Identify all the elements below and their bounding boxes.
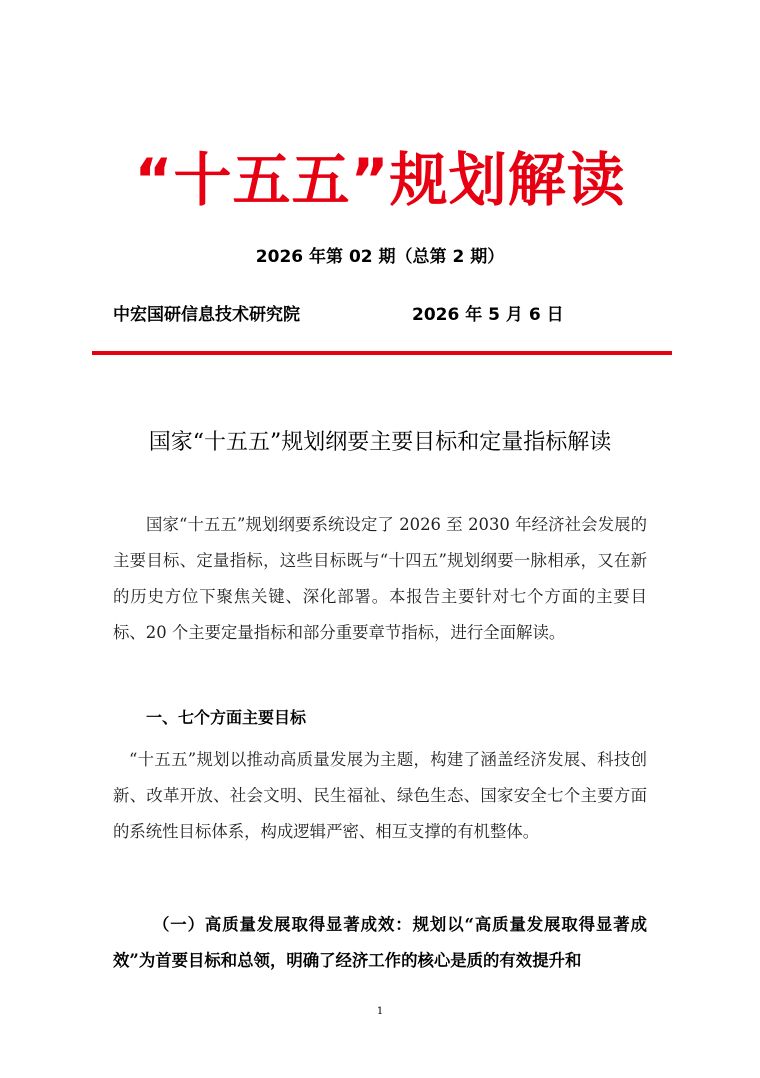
masthead-title: “十五五”规划解读 — [134, 146, 626, 214]
header-divider — [92, 351, 672, 355]
subsection-paragraph: （一）高质量发展取得显著成效：规划以“高质量发展取得显著成效”为首要目标和总领，明确了经济工作的核心是质的有效提升和 — [113, 915, 647, 970]
issue-number: 2026 年第 02 期（总第 2 期） — [255, 247, 505, 267]
publish-date: 2026 年 5 月 6 日 — [412, 305, 564, 325]
intro-paragraph: 国家“十五五”规划纲要系统设定了 2026 至 2030 年经济社会发展的主要目标、定量指标，这些目标既与“十四五”规划纲要一脉相承，又在新的历史方位下聚焦关键、深化部署。本报告主要针对七个方面的主要目标、20 个主要定量指标和部分重要章节指标，进行全面解读。 — [113, 515, 647, 642]
page-number: 1 — [376, 1006, 384, 1017]
section-paragraph: “十五五”规划以推动高质量发展为主题，构建了涵盖经济发展、科技创新、改革开放、社会文明、民生福祉、绿色生态、国家安全七个主要方面的系统性目标体系，构成逻辑严密、相互支撑的有机整体。 — [113, 750, 647, 841]
section-heading: 一、七个方面主要目标 — [146, 708, 307, 727]
organization-name: 中宏国研信息技术研究院 — [113, 305, 300, 325]
article-title: 国家“十五五”规划纲要主要目标和定量指标解读 — [148, 430, 612, 455]
